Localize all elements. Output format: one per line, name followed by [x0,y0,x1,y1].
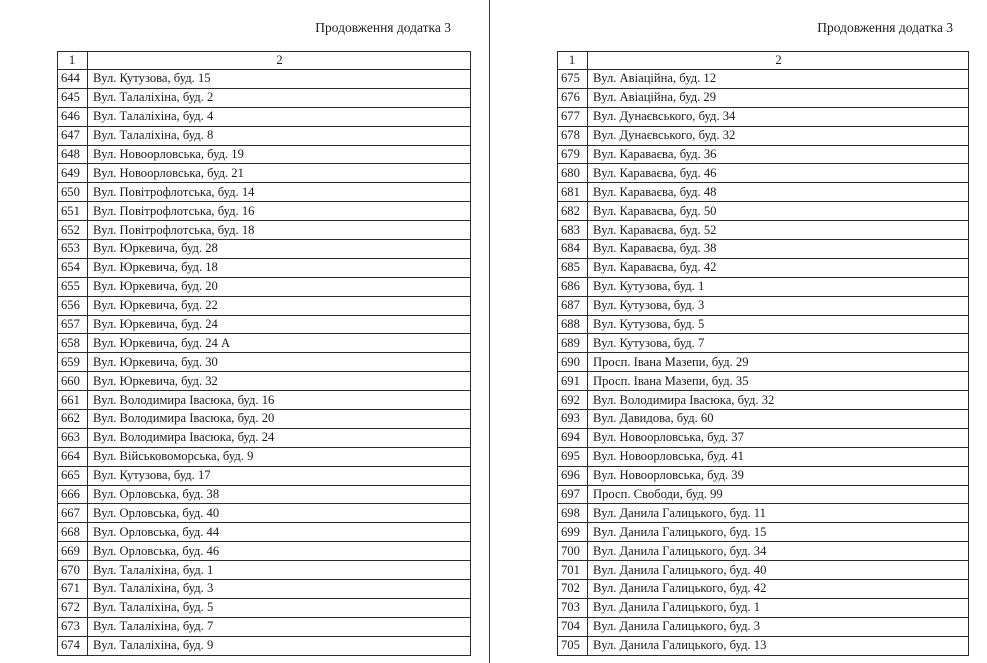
table-row [58,164,471,183]
row-address: Вул. Юркевича, буд. 18 [88,258,471,277]
row-address: Вул. Талаліхіна, буд. 9 [88,636,471,655]
row-number: 662 [58,410,88,429]
row-number: 654 [58,258,88,277]
row-address: Вул. Юркевича, буд. 32 [88,372,471,391]
table-row [58,277,471,296]
table-row [58,561,471,580]
row-address: Вул. Новоорловська, буд. 37 [588,428,969,447]
row-number: 680 [558,164,588,183]
row-address: Вул. Дунаєвського, буд. 34 [588,107,969,126]
column-header-number: 1 [558,52,588,70]
row-address: Вул. Талаліхіна, буд. 3 [88,580,471,599]
table-row [558,617,969,636]
row-address: Вул. Військовоморська, буд. 9 [88,447,471,466]
table-row [558,126,969,145]
row-address: Вул. Караваєва, буд. 46 [588,164,969,183]
row-number: 703 [558,598,588,617]
table-row [58,315,471,334]
row-number: 686 [558,277,588,296]
table-row [58,240,471,259]
table-row [558,145,969,164]
address-table-body [558,52,969,656]
row-number: 691 [558,372,588,391]
row-number: 647 [58,126,88,145]
row-address: Вул. Данила Галицького, буд. 13 [588,636,969,655]
row-address: Вул. Караваєва, буд. 36 [588,145,969,164]
table-row [558,372,969,391]
row-address: Вул. Караваєва, буд. 52 [588,221,969,240]
address-table [57,51,471,656]
table-row [558,485,969,504]
row-number: 674 [58,636,88,655]
row-address: Вул. Юркевича, буд. 22 [88,296,471,315]
row-address: Вул. Повітрофлотська, буд. 18 [88,221,471,240]
row-number: 700 [558,542,588,561]
table-row [58,428,471,447]
row-address: Просп. Івана Мазепи, буд. 35 [588,372,969,391]
row-number: 684 [558,240,588,259]
row-number: 683 [558,221,588,240]
row-address: Вул. Талаліхіна, буд. 2 [88,88,471,107]
row-number: 675 [558,70,588,89]
row-address: Вул. Данила Галицького, буд. 40 [588,561,969,580]
table-row [58,617,471,636]
table-row [558,542,969,561]
address-table [557,51,969,656]
table-row [58,126,471,145]
table-row [58,391,471,410]
row-number: 661 [58,391,88,410]
table-row [558,466,969,485]
row-number: 694 [558,428,588,447]
row-number: 644 [58,70,88,89]
row-number: 655 [58,277,88,296]
row-address: Вул. Авіаційна, буд. 12 [588,70,969,89]
column-header-address: 2 [88,52,471,70]
table-row [558,580,969,599]
row-address: Вул. Повітрофлотська, буд. 16 [88,202,471,221]
row-number: 660 [58,372,88,391]
row-address: Вул. Юркевича, буд. 30 [88,353,471,372]
row-address: Вул. Талаліхіна, буд. 5 [88,598,471,617]
row-number: 689 [558,334,588,353]
row-number: 672 [58,598,88,617]
row-address: Вул. Кутузова, буд. 7 [588,334,969,353]
row-address: Вул. Талаліхіна, буд. 1 [88,561,471,580]
row-number: 659 [58,353,88,372]
row-address: Вул. Караваєва, буд. 50 [588,202,969,221]
row-number: 666 [58,485,88,504]
row-number: 656 [58,296,88,315]
table-row [558,353,969,372]
row-address: Вул. Талаліхіна, буд. 7 [88,617,471,636]
row-address: Вул. Володимира Івасюка, буд. 16 [88,391,471,410]
table-row [558,240,969,259]
table-row [558,561,969,580]
row-number: 693 [558,410,588,429]
table-row [558,277,969,296]
column-header-address: 2 [588,52,969,70]
page-right [490,0,987,663]
row-number: 648 [58,145,88,164]
table-row [58,523,471,542]
row-address: Вул. Повітрофлотська, буд. 14 [88,183,471,202]
table-row [58,334,471,353]
row-number: 650 [58,183,88,202]
row-address: Вул. Кутузова, буд. 1 [588,277,969,296]
row-number: 697 [558,485,588,504]
table-header-row [558,52,969,70]
page-caption: Продовження додатка 3 [817,20,953,35]
table-row [58,542,471,561]
row-address: Просп. Свободи, буд. 99 [588,485,969,504]
row-address: Просп. Івана Мазепи, буд. 29 [588,353,969,372]
table-row [558,334,969,353]
row-address: Вул. Орловська, буд. 46 [88,542,471,561]
row-address: Вул. Юркевича, буд. 24 [88,315,471,334]
table-row [58,296,471,315]
row-number: 653 [58,240,88,259]
row-number: 677 [558,107,588,126]
table-row [58,353,471,372]
table-row [558,258,969,277]
row-number: 651 [58,202,88,221]
row-address: Вул. Данила Галицького, буд. 15 [588,523,969,542]
table-row [558,410,969,429]
row-address: Вул. Талаліхіна, буд. 8 [88,126,471,145]
table-row [558,107,969,126]
row-number: 701 [558,561,588,580]
row-address: Вул. Юркевича, буд. 24 А [88,334,471,353]
row-number: 649 [58,164,88,183]
table-row [58,485,471,504]
row-address: Вул. Кутузова, буд. 17 [88,466,471,485]
row-number: 671 [58,580,88,599]
row-address: Вул. Данила Галицького, буд. 42 [588,580,969,599]
table-row [58,70,471,89]
row-number: 657 [58,315,88,334]
row-address: Вул. Новоорловська, буд. 39 [588,466,969,485]
table-row [58,466,471,485]
row-address: Вул. Кутузова, буд. 15 [88,70,471,89]
row-address: Вул. Данила Галицького, буд. 11 [588,504,969,523]
table-row [558,391,969,410]
row-address: Вул. Юркевича, буд. 28 [88,240,471,259]
row-number: 688 [558,315,588,334]
row-number: 687 [558,296,588,315]
row-number: 676 [558,88,588,107]
row-number: 646 [58,107,88,126]
table-row [558,504,969,523]
table-row [58,447,471,466]
row-number: 692 [558,391,588,410]
row-address: Вул. Орловська, буд. 38 [88,485,471,504]
table-row [58,258,471,277]
row-address: Вул. Авіаційна, буд. 29 [588,88,969,107]
table-row [558,315,969,334]
row-number: 652 [58,221,88,240]
row-number: 705 [558,636,588,655]
row-number: 695 [558,447,588,466]
row-address: Вул. Данила Галицького, буд. 1 [588,598,969,617]
page-caption: Продовження додатка 3 [315,20,451,35]
row-number: 673 [58,617,88,636]
row-number: 668 [58,523,88,542]
row-address: Вул. Володимира Івасюка, буд. 24 [88,428,471,447]
row-address: Вул. Караваєва, буд. 42 [588,258,969,277]
table-row [58,202,471,221]
row-address: Вул. Орловська, буд. 40 [88,504,471,523]
row-address: Вул. Новоорловська, буд. 21 [88,164,471,183]
row-number: 667 [58,504,88,523]
table-row [58,88,471,107]
row-number: 679 [558,145,588,164]
table-row [58,580,471,599]
table-row [58,598,471,617]
row-address: Вул. Давидова, буд. 60 [588,410,969,429]
table-row [558,88,969,107]
row-address: Вул. Талаліхіна, буд. 4 [88,107,471,126]
row-number: 704 [558,617,588,636]
table-row [58,372,471,391]
row-address: Вул. Караваєва, буд. 48 [588,183,969,202]
row-number: 669 [58,542,88,561]
row-number: 690 [558,353,588,372]
row-number: 645 [58,88,88,107]
row-address: Вул. Володимира Івасюка, буд. 32 [588,391,969,410]
table-row [58,107,471,126]
row-address: Вул. Володимира Івасюка, буд. 20 [88,410,471,429]
table-row [558,636,969,655]
table-row [558,428,969,447]
table-row [558,523,969,542]
table-row [58,145,471,164]
row-address: Вул. Дунаєвського, буд. 32 [588,126,969,145]
row-number: 685 [558,258,588,277]
table-row [558,202,969,221]
row-address: Вул. Кутузова, буд. 5 [588,315,969,334]
table-row [58,636,471,655]
row-address: Вул. Юркевича, буд. 20 [88,277,471,296]
row-address: Вул. Данила Галицького, буд. 3 [588,617,969,636]
table-row [558,447,969,466]
table-row [58,183,471,202]
row-number: 678 [558,126,588,145]
column-header-number: 1 [58,52,88,70]
row-address: Вул. Караваєва, буд. 38 [588,240,969,259]
row-address: Вул. Новоорловська, буд. 41 [588,447,969,466]
table-row [58,410,471,429]
row-number: 696 [558,466,588,485]
row-address: Вул. Данила Галицького, буд. 34 [588,542,969,561]
row-address: Вул. Орловська, буд. 44 [88,523,471,542]
row-number: 664 [58,447,88,466]
table-row [558,164,969,183]
row-number: 682 [558,202,588,221]
table-row [58,504,471,523]
table-row [558,598,969,617]
row-address: Вул. Новоорловська, буд. 19 [88,145,471,164]
table-row [558,296,969,315]
page-left [0,0,489,663]
table-row [58,221,471,240]
row-number: 663 [58,428,88,447]
address-table-body [58,52,471,656]
row-number: 658 [58,334,88,353]
table-row [558,183,969,202]
row-number: 702 [558,580,588,599]
table-header-row [58,52,471,70]
row-number: 681 [558,183,588,202]
row-address: Вул. Кутузова, буд. 3 [588,296,969,315]
row-number: 699 [558,523,588,542]
row-number: 670 [58,561,88,580]
table-row [558,221,969,240]
row-number: 665 [58,466,88,485]
row-number: 698 [558,504,588,523]
table-row [558,70,969,89]
